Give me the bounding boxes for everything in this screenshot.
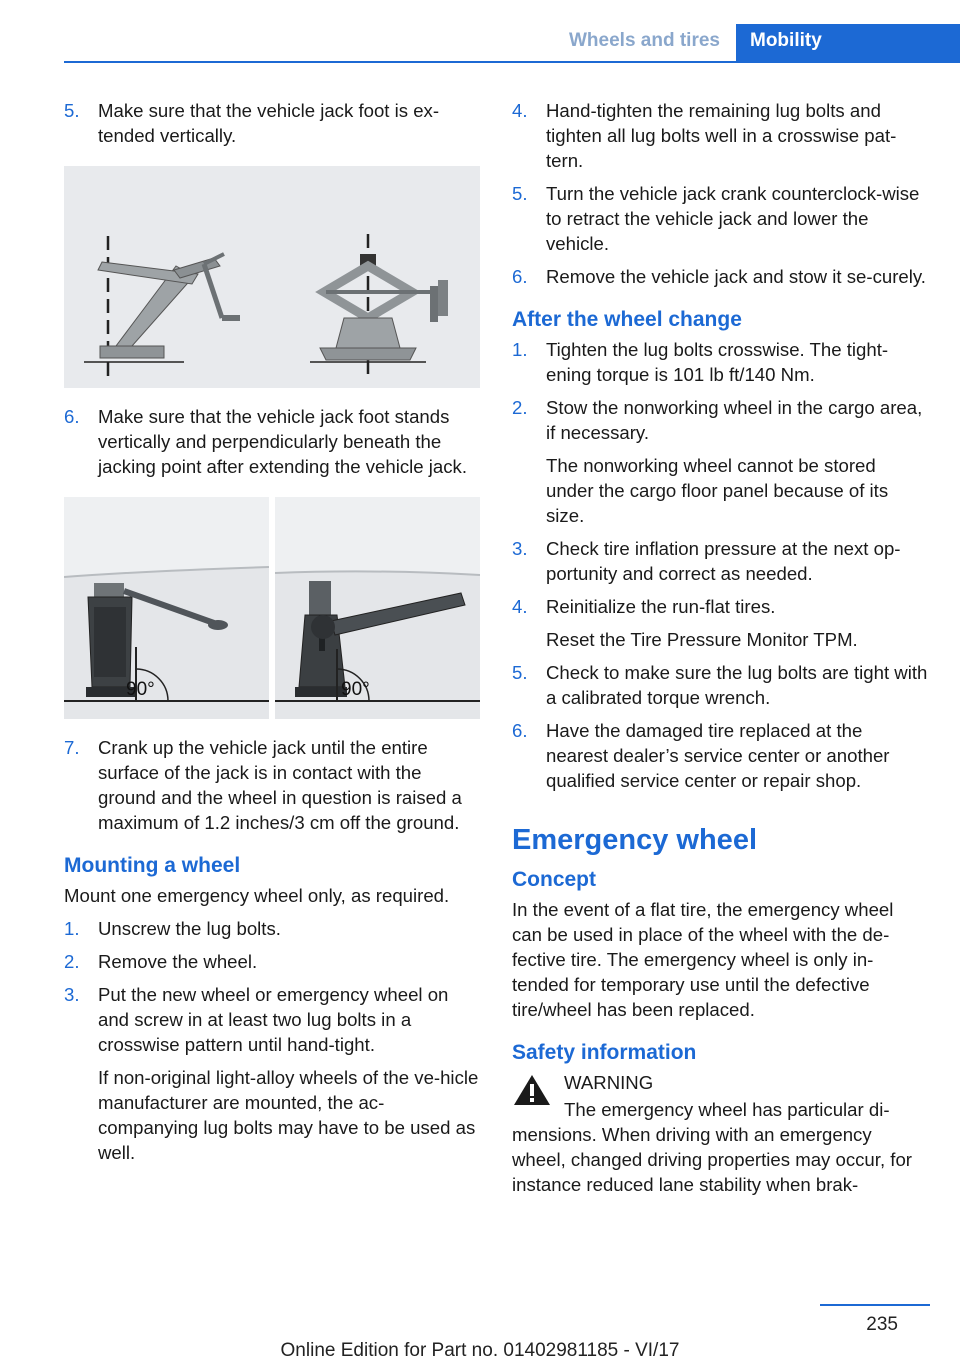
step-text: Check tire inflation pressure at the next op-portunity and correct as needed.	[546, 538, 901, 584]
step-text: Reinitialize the run-flat tires.	[546, 596, 776, 617]
step-text: Check to make sure the lug bolts are tight with a calibrated torque wrench.	[546, 662, 928, 708]
page-header	[0, 24, 960, 62]
step-number: 7.	[64, 737, 80, 758]
after-change-heading: After the wheel change	[512, 308, 742, 331]
step-text-block	[546, 98, 928, 173]
chapter-tab: Mobility	[736, 24, 960, 62]
step-note: If non-original light-alloy wheels of the ve-hicle manufacturer are mounted, the ac-companying lug bolts may have to be used as well.	[98, 1067, 479, 1163]
step-text-block	[546, 264, 928, 289]
warning-title: WARNING	[564, 1072, 654, 1093]
step-number: 6.	[512, 720, 528, 741]
warning-text: The emergency wheel has particular di-mensions. When driving with an emergency wheel, changed driving properties may occur, for instance reduced lane stability when brak-	[512, 1099, 912, 1195]
jack-front-view	[275, 497, 480, 719]
step-text: Put the new wheel or emergency wheel on and screw in at least two lug bolts in a crosswise pattern until hand-tight.	[98, 984, 449, 1055]
step-text-block	[98, 982, 480, 1165]
step-number: 5.	[64, 100, 80, 121]
list-item	[512, 718, 928, 793]
list-item	[512, 395, 928, 528]
step-note: The nonworking wheel cannot be stored under the cargo floor panel because of its size.	[546, 455, 889, 526]
concept-heading: Concept	[512, 868, 596, 891]
list-item	[512, 536, 928, 586]
list-item	[64, 98, 480, 148]
step-text-block	[98, 735, 480, 835]
step-text: Make sure that the vehicle jack foot stands vertically and perpendicularly beneath the jacking point after extending the vehicle jack.	[98, 406, 467, 477]
left-column	[64, 98, 480, 1173]
jack-vertical-illustration	[64, 166, 480, 388]
list-item	[512, 660, 928, 710]
step-number: 4.	[512, 596, 528, 617]
step-text-block	[546, 536, 928, 586]
step-number: 1.	[512, 339, 528, 360]
step-number: 5.	[512, 183, 528, 204]
step-text: Stow the nonworking wheel in the cargo area, if necessary.	[546, 397, 923, 443]
step-number: 6.	[512, 266, 528, 287]
step-text-block	[546, 718, 928, 793]
step-text: Hand-tighten the remaining lug bolts and tighten all lug bolts well in a crosswise pat-tern.	[546, 100, 897, 171]
step-number: 5.	[512, 662, 528, 683]
step-text-block	[98, 949, 480, 974]
emergency-wheel-heading: Emergency wheel	[512, 824, 757, 856]
page-footer	[0, 1300, 960, 1362]
warning-block	[512, 1070, 928, 1197]
step-text-block	[546, 337, 928, 387]
mounting-intro: Mount one emergency wheel only, as required.	[64, 885, 450, 906]
step-text-block	[546, 594, 928, 652]
footer-rule	[820, 1304, 930, 1306]
jack-perpendicular-illustration	[64, 497, 480, 719]
step-note: Reset the Tire Pressure Monitor TPM.	[546, 629, 858, 650]
step-list	[64, 404, 480, 479]
edition-note: Online Edition for Part no. 01402981185 - VI/17	[280, 1340, 680, 1361]
safety-heading: Safety information	[512, 1041, 697, 1064]
section-title: Wheels and tires	[569, 30, 720, 51]
step-text: Tighten the lug bolts crosswise. The tight-ening torque is 101 lb ft/140 Nm.	[546, 339, 889, 385]
step-list	[512, 337, 928, 793]
angle-label: 90°	[341, 679, 370, 700]
list-item	[512, 181, 928, 256]
step-text: Remove the vehicle jack and stow it se-curely.	[546, 266, 926, 287]
step-text-block	[98, 916, 480, 941]
list-item	[512, 594, 928, 652]
step-number: 3.	[512, 538, 528, 559]
angle-label: 90°	[126, 679, 155, 700]
step-number: 2.	[64, 951, 80, 972]
step-text-block	[98, 404, 480, 479]
step-text-block	[98, 98, 480, 148]
step-number: 1.	[64, 918, 80, 939]
step-text: Crank up the vehicle jack until the entire surface of the jack is in contact with the ground and the wheel in question is raised a maximum of 1.2 inches/3 cm off the ground.	[98, 737, 462, 833]
list-item	[64, 916, 480, 941]
mounting-heading: Mounting a wheel	[64, 854, 241, 877]
concept-text: In the event of a flat tire, the emergency wheel can be used in place of the wheel with the de-fective tire. The emergency wheel is only in-tended for temporary use until the defective tire/wheel has been replaced.	[512, 899, 894, 1020]
step-list	[64, 916, 480, 1165]
step-text: Remove the wheel.	[98, 951, 258, 972]
right-column	[512, 98, 928, 1197]
step-text: Turn the vehicle jack crank counterclock-wise to retract the vehicle jack and lower the vehicle.	[546, 183, 920, 254]
step-number: 2.	[512, 397, 528, 418]
list-item	[512, 98, 928, 173]
list-item	[64, 949, 480, 974]
step-text-block	[546, 181, 928, 256]
step-number: 6.	[64, 406, 80, 427]
list-item	[512, 337, 928, 387]
page-number: 235	[866, 1314, 898, 1335]
step-text: Have the damaged tire replaced at the nearest dealer’s service center or another qualified service center or repair shop.	[546, 720, 890, 791]
step-text-block	[546, 660, 928, 710]
step-list	[64, 735, 480, 835]
warning-icon	[512, 1072, 552, 1108]
jack-side-view	[64, 497, 269, 719]
list-item	[512, 264, 928, 289]
step-list	[64, 98, 480, 148]
step-number: 4.	[512, 100, 528, 121]
list-item	[64, 404, 480, 479]
step-number: 3.	[64, 984, 80, 1005]
step-text: Unscrew the lug bolts.	[98, 918, 281, 939]
step-text-block	[546, 395, 928, 528]
list-item	[64, 982, 480, 1165]
list-item	[64, 735, 480, 835]
step-text: Make sure that the vehicle jack foot is ex-tended vertically.	[98, 100, 440, 146]
step-list	[512, 98, 928, 289]
